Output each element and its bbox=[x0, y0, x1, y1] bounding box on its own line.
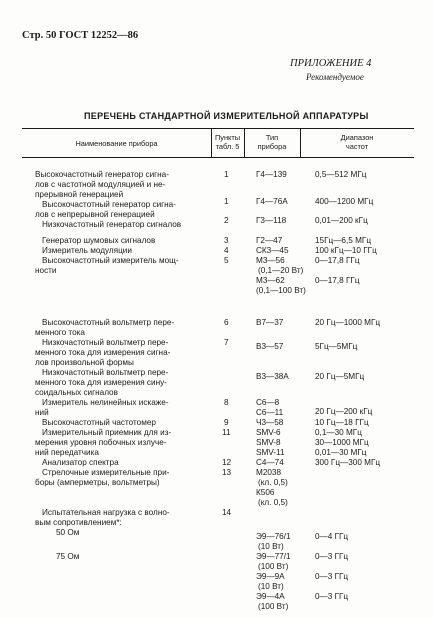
table-cell-range: 15Гц—6,5 МГц bbox=[315, 236, 372, 245]
header-type-line: прибора bbox=[257, 142, 287, 151]
table-cell-type: В7—37 bbox=[256, 318, 284, 327]
table-cell-type: (0,1—20 Вт) bbox=[258, 266, 304, 275]
header-name: Наименование прибора bbox=[75, 139, 158, 148]
table-cell-range: 0—3 ГГц bbox=[315, 572, 349, 581]
table-cell-type: (100 Вт) bbox=[258, 602, 289, 611]
table-cell-type: В3—38А bbox=[256, 372, 289, 381]
table-cell-clause: 1 bbox=[224, 170, 229, 179]
table-cell-type: Э9—4А bbox=[256, 592, 285, 601]
table-cell-name: Высокочастотный частотомер bbox=[42, 418, 156, 427]
header-range bbox=[300, 133, 414, 151]
table-cell-type: С6—8 bbox=[256, 398, 280, 407]
table-cell-range: 0—3 ГГц bbox=[315, 552, 349, 561]
table-cell-name: Высокочастотный генератор сигна- bbox=[42, 200, 176, 209]
table-cell-clause: 2 bbox=[224, 216, 229, 225]
table-cell-name: Стрелочные измерительные при- bbox=[42, 468, 170, 477]
table-cell-type: Ч3—58 bbox=[256, 418, 284, 427]
table-cell-name: Низкочастотный вольтметр пере- bbox=[42, 338, 169, 347]
table-cell-name: ности bbox=[35, 266, 57, 275]
table-cell-type: М3—56 bbox=[256, 256, 285, 265]
table-top-rule bbox=[22, 128, 414, 129]
header-range-line: частот bbox=[345, 142, 369, 151]
table-cell-name: Измеритель модуляции bbox=[42, 246, 132, 255]
table-cell-name: Анализатор спектра bbox=[42, 458, 119, 467]
header-type bbox=[244, 133, 300, 151]
table-cell-type: (10 Вт) bbox=[258, 542, 284, 551]
table-cell-clause: 3 bbox=[224, 236, 229, 245]
table-cell-type: М2038 bbox=[256, 468, 282, 477]
table-cell-type: Э9—9А bbox=[256, 572, 285, 581]
table-cell-name: вым сопротивлением*: bbox=[35, 518, 122, 527]
header-clauses-line: табл. 5 bbox=[215, 142, 240, 151]
table-cell-name: Испытательная нагрузка с волно- bbox=[42, 508, 170, 517]
table-cell-type: (кл. 0,5) bbox=[258, 498, 288, 507]
table-cell-name: Низкочастотный генератор сигналов bbox=[42, 220, 182, 229]
table-cell-clause: 7 bbox=[224, 338, 229, 347]
table-cell-name: Высокочастотный вольтметр пере- bbox=[42, 318, 175, 327]
page-header: Стр. 50 ГОСТ 12252—86 bbox=[22, 30, 139, 41]
table-cell-name: лов произвольной формы bbox=[35, 358, 134, 367]
table-cell-type: СК3—45 bbox=[256, 246, 289, 255]
table-cell-name: Высокочастотный генератор сигна- bbox=[35, 170, 169, 179]
table-cell-clause: 9 bbox=[224, 418, 229, 427]
header-clauses-line: Пункты bbox=[214, 133, 241, 142]
table-cell-name: лов с частотной модуляцией и не- bbox=[35, 180, 166, 189]
table-cell-type: SMV-8 bbox=[256, 438, 281, 447]
table-cell-type: SMV-6 bbox=[256, 428, 281, 437]
table-cell-type: Э9—76/1 bbox=[256, 532, 291, 541]
table-cell-clause: 5 bbox=[224, 256, 229, 265]
table-cell-type: (10 Вт) bbox=[258, 582, 284, 591]
table-cell-name: Измеритель нелинейных искаже- bbox=[42, 398, 169, 407]
table-cell-clause: 12 bbox=[222, 458, 232, 467]
table-cell-type: (100 Вт) bbox=[258, 562, 289, 571]
table-cell-name: менного тока bbox=[35, 328, 85, 337]
table-cell-range: 400—1200 МГц bbox=[315, 197, 374, 206]
table-cell-type: Э9—77/1 bbox=[256, 552, 291, 561]
table-cell-range: 100 кГц—10 ГГц bbox=[315, 246, 377, 255]
table-cell-name: 50 Ом bbox=[56, 528, 80, 537]
table-cell-range: 0—17,8 ГГц bbox=[315, 276, 360, 285]
table-cell-clause: 13 bbox=[222, 468, 232, 477]
table-cell-range: 0,01—200 кГц bbox=[315, 216, 368, 225]
table-cell-range: 0,5—512 МГц bbox=[315, 170, 367, 179]
table-cell-name: Измерительный приемник для из- bbox=[42, 428, 172, 437]
table-cell-name: менного тока для измерения сину- bbox=[35, 378, 167, 387]
table-cell-name: соидальных сигналов bbox=[35, 388, 118, 397]
table-cell-range: 20 Гц—200 кГц bbox=[315, 407, 373, 416]
table-cell-name: менного тока для измерения сигна- bbox=[35, 348, 171, 357]
table-cell-range: 10 Гц—18 ГГц bbox=[315, 418, 369, 427]
table-cell-name: Высокочастотный измеритель мощ- bbox=[42, 256, 179, 265]
table-cell-name: ний bbox=[35, 408, 49, 417]
appendix-subtitle: Рекомендуемое bbox=[306, 72, 364, 82]
table-cell-range: 0,01—30 МГц bbox=[315, 448, 367, 457]
table-cell-type: (0,1—100 Вт) bbox=[256, 286, 306, 295]
table-cell-name: мерения уровня побочных излуче- bbox=[35, 438, 167, 447]
header-range-line: Диапазон bbox=[340, 133, 374, 142]
table-cell-type: С4—74 bbox=[256, 458, 284, 467]
table-cell-type: В3—57 bbox=[256, 342, 284, 351]
table-cell-clause: 11 bbox=[222, 428, 231, 437]
header-bottom-rule bbox=[22, 157, 414, 158]
table-cell-name: лов с непрерывной генерацией bbox=[35, 210, 155, 219]
table-cell-range: 300 Гц—300 МГц bbox=[315, 458, 381, 467]
table-cell-clause: 4 bbox=[224, 246, 229, 255]
table-cell-range: 20 Гц—5МГц bbox=[315, 372, 365, 381]
table-cell-type: Г2—47 bbox=[256, 236, 283, 245]
table-cell-name: ний передатчика bbox=[35, 448, 99, 457]
table-cell-type: К506 bbox=[256, 488, 275, 497]
table-cell-clause: 8 bbox=[224, 398, 229, 407]
header-type-line: Тип bbox=[265, 133, 279, 142]
table-cell-range: 0,1—30 МГц bbox=[315, 428, 362, 437]
table-cell-clause: 1 bbox=[224, 197, 229, 206]
table-cell-type: М3—62 bbox=[256, 276, 285, 285]
table-cell-type: SMV-11 bbox=[256, 448, 285, 457]
table-cell-clause: 6 bbox=[224, 318, 229, 327]
table-cell-name: боры (амперметры, вольтметры) bbox=[35, 478, 160, 487]
table-cell-name: Генератор шумовых сигналов bbox=[42, 236, 156, 245]
table-cell-range: 5Гц—5МГц bbox=[315, 342, 358, 351]
table-cell-range: 0—17,8 ГГц bbox=[315, 256, 360, 265]
table-cell-range: 0—4 ГГц bbox=[315, 532, 349, 541]
table-cell-type: Г3—118 bbox=[256, 216, 287, 225]
table-cell-range: 0—3 ГГц bbox=[315, 592, 349, 601]
table-cell-name: прерывной генерацией bbox=[35, 190, 124, 199]
table-cell-type: (кл. 0,5) bbox=[258, 478, 288, 487]
document-title: ПЕРЕЧЕНЬ СТАНДАРТНОЙ ИЗМЕРИТЕЛЬНОЙ АППАРАТУРЫ bbox=[84, 111, 369, 121]
appendix-title: ПРИЛОЖЕНИЕ 4 bbox=[290, 58, 372, 69]
table-cell-name: 75 Ом bbox=[56, 552, 80, 561]
table-cell-range: 20 Гц—1000 МГц bbox=[315, 318, 381, 327]
table-cell-clause: 14 bbox=[222, 508, 232, 517]
table-cell-type: Г4—76А bbox=[256, 197, 288, 206]
table-cell-type: С6—11 bbox=[256, 408, 284, 417]
table-cell-range: 30—1000 МГц bbox=[315, 438, 369, 447]
header-clauses bbox=[211, 133, 244, 151]
table-cell-type: Г4—139 bbox=[256, 170, 287, 179]
table-cell-name: Низкочастотный вольтметр пере- bbox=[42, 368, 169, 377]
